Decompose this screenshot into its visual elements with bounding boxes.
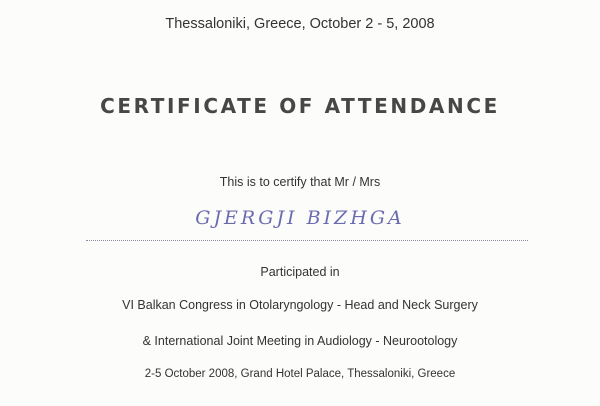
certify-text: This is to certify that Mr / Mrs: [219, 175, 381, 189]
congress-line-1: VI Balkan Congress in Otolaryngology - Head and Neck Surgery: [122, 298, 478, 312]
congress-line-2: & International Joint Meeting in Audiology - Neurootology: [142, 334, 458, 348]
attendee-name: GJERGJI BIZHGA: [195, 207, 405, 229]
name-dotted-line: [86, 240, 528, 241]
participated-text: Participated in: [260, 265, 340, 279]
event-details: 2-5 October 2008, Grand Hotel Palace, Thessaloniki, Greece: [144, 368, 456, 380]
location-date: Thessaloniki, Greece, October 2 - 5, 2008: [165, 16, 435, 32]
certificate-title: CERTIFICATE OF ATTENDANCE: [100, 94, 500, 118]
